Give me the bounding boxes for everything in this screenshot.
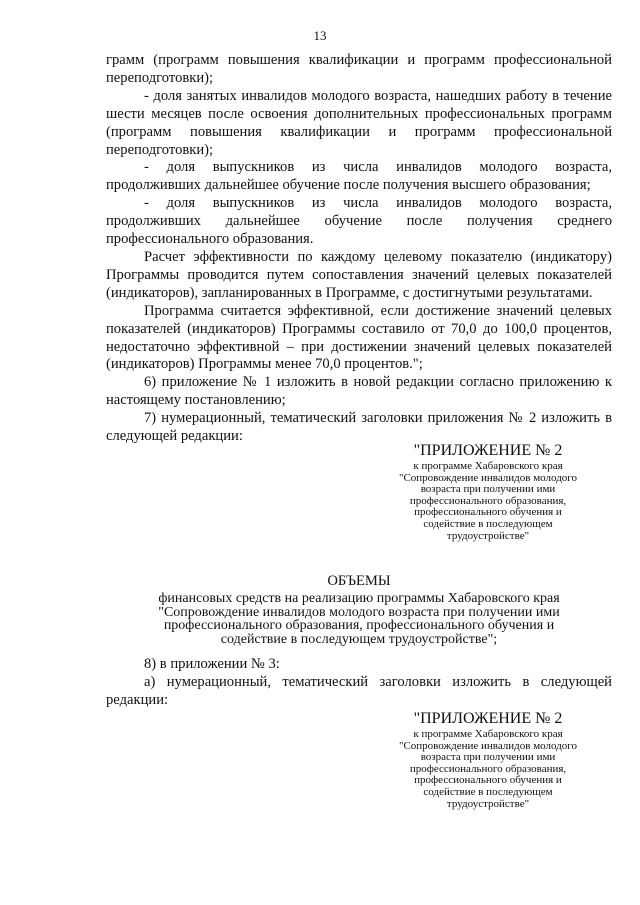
appendix-heading-block — [368, 710, 608, 810]
paragraph: - доля занятых инвалидов молодого возраста, нашедших работу в течение шести месяцев после освоения дополнительных профессиональных программ (программ повышения квалификации и программ профессиональной переподготовки); — [106, 87, 612, 158]
appendix-line: профессионального образования, — [409, 494, 567, 507]
volumes-line: "Сопровождение инвалидов молодого возраста при получении ими — [158, 604, 560, 620]
paragraph: Программа считается эффективной, если достижение значений целевых показателей (индикаторов) Программы составило от 70,0 до 100,0 процентов, недостаточно эффективной – при достижении значений целевых показателей (индикаторов) Программы менее 70,0 процентов."; — [106, 302, 612, 373]
volumes-line: содействие в последующем трудоустройстве"; — [220, 631, 498, 647]
appendix-line: профессионального образования, — [409, 762, 567, 775]
volumes-line: профессионального образования, профессионального обучения и — [163, 618, 555, 634]
appendix-line: профессионального обучения и — [414, 774, 562, 787]
paragraph: Расчет эффективности по каждому целевому показателю (индикатору) Программы проводится путем сопоставления значений целевых показателей (индикаторов), запланированных в Программе, с достигнутыми результатами. — [106, 248, 612, 301]
appendix-line: "Сопровождение инвалидов молодого — [398, 739, 578, 752]
paragraph: 7) нумерационный, тематический заголовки приложения № 2 изложить в следующей редакции: — [106, 410, 612, 445]
appendix-line: содействие в последующем — [423, 785, 553, 798]
appendix-line: к программе Хабаровского края — [413, 460, 563, 472]
appendix-title: "ПРИЛОЖЕНИЕ № 2 — [413, 442, 563, 459]
document-body — [106, 52, 612, 446]
volumes-line: финансовых средств на реализацию программы Хабаровского края — [158, 591, 560, 606]
paragraph: грамм (программ повышения квалификации и программ профессиональной переподготовки); — [106, 52, 612, 86]
appendix-heading-block — [368, 442, 608, 542]
appendix-line: профессионального обучения и — [414, 506, 562, 519]
appendix-line: "Сопровождение инвалидов молодого — [398, 471, 578, 484]
appendix-line: возраста при получении ими — [420, 751, 556, 764]
volumes-heading: ОБЪЕМЫ — [327, 573, 391, 589]
appendix-title: "ПРИЛОЖЕНИЕ № 2 — [413, 710, 563, 727]
appendix-line: к программе Хабаровского края — [413, 728, 563, 740]
appendix-line: возраста при получении ими — [420, 483, 556, 496]
volumes-heading-block — [106, 572, 612, 646]
paragraph: а) нумерационный, тематический заголовки изложить в следующей редакции: — [106, 673, 612, 708]
page-number: 13 — [313, 28, 327, 43]
paragraph: 6) приложение № 1 изложить в новой редакции согласно приложению к настоящему постановлению; — [106, 374, 612, 409]
appendix-line: трудоустройстве" — [446, 529, 530, 542]
document-body-continued — [106, 656, 612, 710]
appendix-line: содействие в последующем — [423, 517, 553, 530]
paragraph: - доля выпускников из числа инвалидов молодого возраста, продолживших дальнейшее обучение после получения среднего профессионального образования. — [106, 195, 612, 248]
paragraph: 8) в приложении № 3: — [144, 656, 280, 672]
paragraph: - доля выпускников из числа инвалидов молодого возраста, продолживших дальнейшее обучение после получения высшего образования; — [106, 159, 612, 194]
appendix-line: трудоустройстве" — [446, 797, 530, 810]
